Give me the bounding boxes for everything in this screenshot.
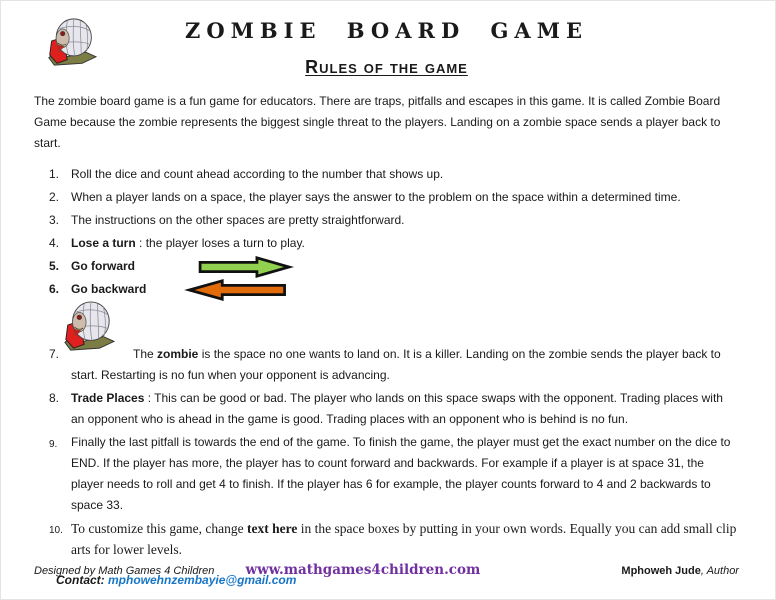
website-link[interactable]: www.mathgames4children.com xyxy=(245,562,481,578)
rule-1 xyxy=(34,164,739,185)
author-name: Mphoweh Jude xyxy=(621,565,701,577)
contact-label: Contact xyxy=(56,573,101,587)
subtitle-wrap xyxy=(34,56,739,78)
rule-4 xyxy=(34,233,739,254)
rule-text-post: : the player loses a turn to play. xyxy=(135,236,305,250)
rule-text xyxy=(71,256,739,277)
rule-text xyxy=(71,388,739,430)
rule-9 xyxy=(34,432,739,516)
rule-2 xyxy=(34,187,739,208)
rule-text-pre: To customize this game, change xyxy=(71,521,248,536)
rule-text-bold: text here xyxy=(247,521,298,536)
rule-6 xyxy=(34,279,739,300)
document-page xyxy=(1,1,775,591)
rule-text xyxy=(71,518,739,560)
rule-text-pre: The xyxy=(133,347,158,361)
rule-text-pre: Finally the last pitfall is towards the end of the game. To finish the game, the player must get the exact number on the dice to END. If the player has more, the player has to count forward and backwards. For example if a player is at space 31, the player needs to roll and get 4 to finish. If the player has 6 for example, the player counts forward to 4 and 2 backwards to space 33. xyxy=(71,435,731,512)
rule-number: 2. xyxy=(49,190,60,204)
designed-by-text: Designed by Math Games 4 Children xyxy=(34,565,215,577)
rule-10 xyxy=(34,518,739,560)
rule-number: 4. xyxy=(49,236,60,250)
rule-number: 8. xyxy=(49,391,60,405)
rule-number: 3. xyxy=(49,213,60,227)
zombie-logo-icon xyxy=(43,17,99,67)
backward-arrow-icon xyxy=(181,279,291,301)
rule-text-post: is the space no one wants to land on. It is a killer. Landing on the zombie sends the player back to start. Restarting is no fun when your opponent is advancing. xyxy=(71,347,721,382)
contact-email-link[interactable]: mphowehnzembayie@gmail.com xyxy=(108,573,297,587)
rule-3 xyxy=(34,210,739,231)
forward-arrow-icon xyxy=(194,256,296,278)
rule-text-bold: zombie xyxy=(157,347,199,361)
rule-text-post: : This can be good or bad. The player who lands on this space swaps with the opponent. Trading places with an opponent who is ahead in the game is good. Trading places with an opponent who is behind is no fun. xyxy=(71,391,723,426)
rule-text xyxy=(71,187,739,208)
rule-number: 9. xyxy=(49,439,58,450)
rule-text xyxy=(71,432,739,516)
rule-number: 5. xyxy=(49,259,60,273)
page-title: ZOMBIE BOARD GAME xyxy=(185,18,588,43)
contact-separator: : xyxy=(100,573,109,587)
rule-number: 7. xyxy=(49,347,60,361)
rule-number: 6. xyxy=(49,282,60,296)
rule-text xyxy=(71,344,739,386)
rule-text-pre: Roll the dice and count ahead according to the number that shows up. xyxy=(71,167,444,181)
rule-text-pre: The instructions on the other spaces are pretty straightforward. xyxy=(71,213,405,227)
rule-text-pre: When a player lands on a space, the player says the answer to the problem on the space within a determined time. xyxy=(71,190,681,204)
rule-text-bold: Go forward xyxy=(71,259,136,273)
author-credit xyxy=(621,565,739,577)
page-footer xyxy=(34,562,739,578)
rule-7 xyxy=(34,344,739,386)
rule-text-bold: Trade Places xyxy=(71,391,145,405)
rule-number: 10. xyxy=(49,525,63,536)
rule-text xyxy=(71,279,739,300)
rule-text xyxy=(71,233,739,254)
intro-paragraph: The zombie board game is a fun game for educators. There are traps, pitfalls and escapes in this game. It is called Zombie Board Game because the zombie represents the biggest single threat to the players. Landing on a zombie space sends a player back to start. xyxy=(34,94,721,150)
rules-list xyxy=(34,164,739,560)
rule-5 xyxy=(34,256,739,277)
rule-text-bold: Go backward xyxy=(71,282,147,296)
rule-text xyxy=(71,164,739,185)
rule-8 xyxy=(34,388,739,430)
page-subtitle: Rules of the game xyxy=(305,57,468,77)
zombie-space-icon xyxy=(58,300,118,352)
rule-text xyxy=(71,210,739,231)
author-title: , Author xyxy=(700,565,739,577)
rule-number: 1. xyxy=(49,167,60,181)
rule-text-post: in the space boxes by putting in your own words. Equally you can add small clip arts for lower levels. xyxy=(71,521,737,557)
rule-text-bold: Lose a turn xyxy=(71,236,136,250)
